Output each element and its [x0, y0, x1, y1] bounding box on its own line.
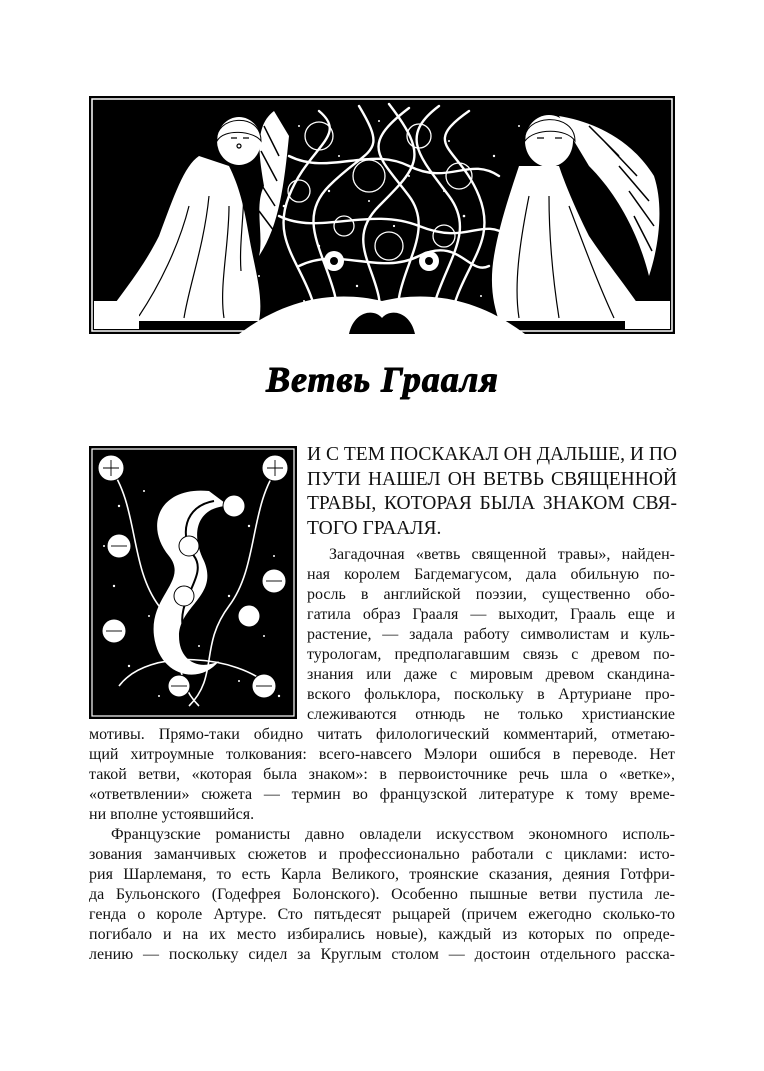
text-line: турологам, предполагавшим связь с древом по-: [307, 646, 675, 663]
text-line: слеживаются отнюдь не только христианские: [307, 706, 675, 723]
text-line: росль в английской поэзии, существенно обо-: [307, 586, 675, 603]
text-line: ни вполне устоявшийся.: [89, 806, 255, 823]
chapter-title: Ветвь Грааля: [265, 359, 499, 399]
text-line: да Бульонского (Годефрея Болонского). Особенно пышные ветви пустила ле-: [89, 886, 675, 903]
epigraph-line: ПУТИ НАШЕЛ ОН ВЕТВЬ СВЯЩЕННОЙ: [307, 468, 677, 490]
text-line: ная королем Багдемагусом, дала обильную по-: [307, 566, 675, 583]
text-line: мотивы. Прямо-таки обидно читать филологический комментарий, отметаю-: [89, 726, 675, 743]
body-text: [89, 545, 675, 965]
text-line: генда о короле Артуре. Сто пятьдесят рыцарей (причем ежегодно сколько-то: [89, 906, 675, 923]
text-line: гатила образ Грааля — выходит, Грааль еще и: [307, 606, 675, 623]
text-line: щий хитроумные толкования: всего-навсего Мэлори ошибся в переводе. Нет: [89, 746, 675, 763]
text-line: такой ветви, «которая была знаком»: в первоисточнике речь шла о «ветке»,: [89, 766, 675, 783]
angels-tree-engraving: [89, 96, 675, 334]
header-illustration: [89, 96, 675, 334]
text-line: Загадочная «ветвь священной травы», найден-: [329, 546, 675, 563]
text-line: рия Шарлеманя, то есть Карла Великого, троянские сказания, деяния Готфри-: [89, 866, 675, 883]
text-line: погибало и на их место избирались новые), каждый из которых по опреде-: [89, 926, 675, 943]
epigraph-line: ТОГО ГРААЛЯ.: [307, 517, 442, 539]
text-line: вского фольклора, поскольку в Артуриане про-: [307, 686, 675, 703]
text-line: «ответвлении» сюжета — термин во французской литературе к тому време-: [89, 786, 675, 803]
epigraph-line: ТРАВЫ, КОТОРАЯ БЫЛА ЗНАКОМ СВЯ-: [307, 493, 677, 514]
text-line: растение, — задала работу символистам и куль-: [307, 626, 675, 643]
text-line: Французские романисты давно овладели искусством экономного исполь-: [111, 826, 675, 843]
epigraph: [307, 443, 677, 541]
text-line: знания или даже с мировым древом скандина-: [307, 666, 675, 683]
text-line: лению — поскольку сидел за Круглым столом — достоин отдельного расска-: [89, 946, 675, 963]
epigraph-line: И С ТЕМ ПОСКАКАЛ ОН ДАЛЬШЕ, И ПО: [307, 444, 677, 465]
text-line: зования заманчивых сюжетов и профессионально работали с циклами: исто-: [89, 846, 675, 863]
